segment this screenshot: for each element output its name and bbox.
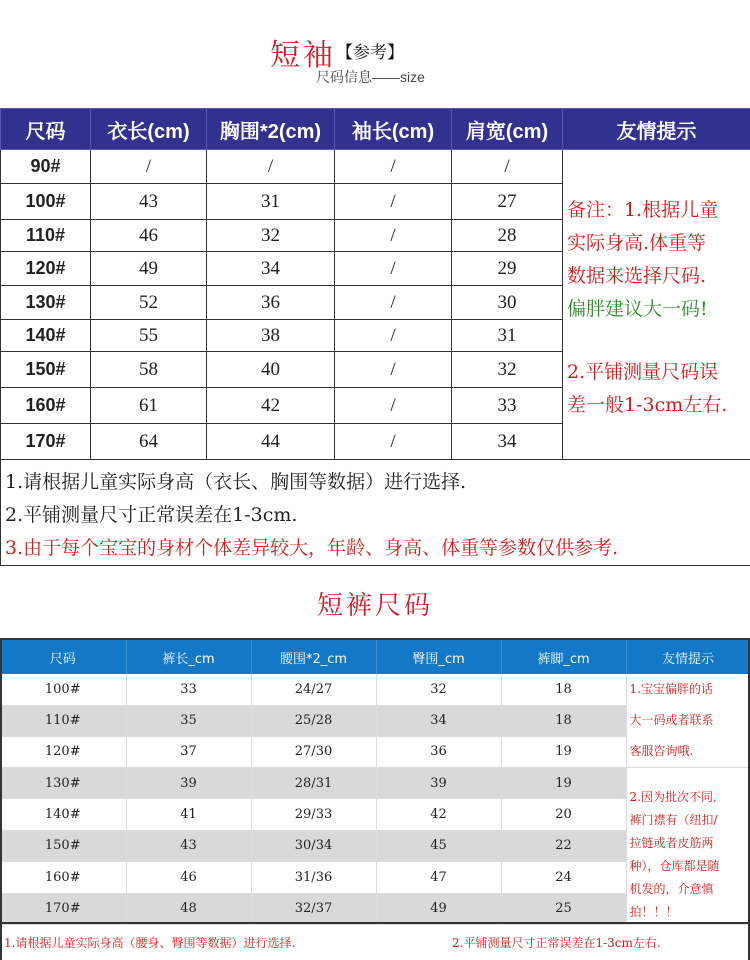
footer-note-left: 1.请根据儿童实际身高（腰身、臀围等数据）进行选择. — [4, 936, 296, 950]
cell: / — [335, 424, 452, 460]
cell: 32 — [452, 352, 563, 388]
cell: / — [335, 220, 452, 252]
cell: / — [207, 150, 335, 184]
header-sleeve: 袖长(cm) — [335, 109, 452, 150]
cell: 48 — [126, 893, 251, 924]
cell-size: 170# — [1, 424, 91, 460]
header-row — [1, 109, 750, 150]
title-main: 短袖 — [270, 38, 336, 73]
cell: / — [335, 150, 452, 184]
cell: / — [335, 286, 452, 320]
cell-size: 100# — [1, 184, 91, 220]
cell: / — [335, 184, 452, 220]
cell: 20 — [501, 799, 626, 830]
cell-size: 130# — [0, 768, 126, 799]
table-row — [0, 674, 750, 705]
table-row — [0, 768, 750, 799]
tip-line: 拍！！！ — [629, 905, 678, 919]
header-length: 裤长_cm — [126, 640, 251, 674]
shorts-footer-notes — [0, 922, 750, 960]
cell-size: 140# — [0, 799, 126, 830]
shorts-title: 短裤尺码 — [316, 591, 433, 621]
cell: 34 — [207, 252, 335, 286]
cell-size: 120# — [0, 736, 126, 767]
cell-size: 120# — [1, 252, 91, 286]
cell: 43 — [126, 830, 251, 861]
cell: 45 — [376, 830, 501, 861]
header-size: 尺码 — [0, 640, 126, 674]
tip-line: 裤门襟有（纽扣/ — [629, 813, 718, 827]
cell: 55 — [91, 320, 207, 352]
cell: 38 — [207, 320, 335, 352]
tip-line: 2.因为批次不同, — [629, 790, 717, 804]
header-hip: 臀围_cm — [376, 640, 501, 674]
header-leg: 裤脚_cm — [501, 640, 626, 674]
short-sleeve-title — [270, 30, 404, 73]
tip-line: 备注：1.根据儿童 — [567, 199, 719, 221]
title-suffix: 【参考】 — [336, 43, 404, 62]
tip-line: 种），仓库都是随 — [629, 859, 720, 873]
cell: 19 — [501, 768, 626, 799]
tips-cell-b — [626, 768, 750, 925]
cell: 49 — [376, 893, 501, 924]
cell-size: 160# — [0, 862, 126, 893]
cell-size: 90# — [1, 150, 91, 184]
notes-cell — [1, 460, 750, 566]
cell: 37 — [126, 736, 251, 767]
cell: 41 — [126, 799, 251, 830]
cell: 28 — [452, 220, 563, 252]
header-size: 尺码 — [1, 109, 91, 150]
cell: 31 — [207, 184, 335, 220]
cell: 25/28 — [251, 705, 376, 736]
header-chest: 胸围*2(cm) — [207, 109, 335, 150]
cell: 35 — [126, 705, 251, 736]
cell: 30 — [452, 286, 563, 320]
tip-gap — [567, 326, 748, 356]
footer-note-right: 2.平铺测量尺寸正常误差在1-3cm左右. — [452, 936, 661, 950]
tip-line: 数据来选择尺码. — [567, 265, 707, 287]
cell: 64 — [91, 424, 207, 460]
cell: 42 — [376, 799, 501, 830]
tip-line: 偏胖建议大一码! — [567, 298, 708, 320]
cell: 31 — [452, 320, 563, 352]
cell: 36 — [207, 286, 335, 320]
cell: 25 — [501, 893, 626, 924]
cell: 18 — [501, 705, 626, 736]
tips-cell — [563, 150, 750, 460]
header-row — [0, 640, 750, 674]
cell-size: 150# — [1, 352, 91, 388]
size-subtitle: 尺码信息——size — [316, 69, 425, 85]
tip-line: 机发的，介意慎 — [629, 882, 714, 896]
cell-size: 160# — [1, 388, 91, 424]
cell-size: 150# — [0, 830, 126, 861]
cell: 44 — [207, 424, 335, 460]
cell: / — [452, 150, 563, 184]
cell: 47 — [376, 862, 501, 893]
cell: 46 — [91, 220, 207, 252]
tip-line: 实际身高.体重等 — [567, 232, 707, 254]
cell-size: 170# — [0, 893, 126, 924]
tip-line: 大一码或者联系 — [629, 713, 714, 727]
cell: 29/33 — [251, 799, 376, 830]
cell: 39 — [126, 768, 251, 799]
cell: 52 — [91, 286, 207, 320]
shorts-size-table — [0, 640, 750, 925]
cell: 29 — [452, 252, 563, 286]
cell: 24 — [501, 862, 626, 893]
cell: 27 — [452, 184, 563, 220]
cell: 33 — [126, 674, 251, 705]
cell-size: 140# — [1, 320, 91, 352]
cell-size: 130# — [1, 286, 91, 320]
tip-line: 拉链或者皮筋两 — [629, 836, 714, 850]
cell-size: 110# — [1, 220, 91, 252]
cell-size: 100# — [0, 674, 126, 705]
cell: 32 — [376, 674, 501, 705]
cell: 46 — [126, 862, 251, 893]
cell: 39 — [376, 768, 501, 799]
tip-line: 客服咨询哦. — [629, 744, 694, 758]
cell: 42 — [207, 388, 335, 424]
cell: 24/27 — [251, 674, 376, 705]
note-line: 1.请根据儿童实际身高（衣长、胸围等数据）进行选择. — [5, 471, 467, 493]
notes-row — [1, 460, 750, 566]
cell: 43 — [91, 184, 207, 220]
cell: 22 — [501, 830, 626, 861]
header-shoulder: 肩宽(cm) — [452, 109, 563, 150]
note-line: 3.由于每个宝宝的身材个体差异较大，年龄、身高、体重等参数仅供参考. — [5, 537, 619, 559]
header-tips: 友情提示 — [626, 640, 750, 674]
cell: 31/36 — [251, 862, 376, 893]
tips-cell-a — [626, 674, 750, 768]
cell: 49 — [91, 252, 207, 286]
short-sleeve-size-table — [0, 108, 750, 566]
cell-size: 110# — [0, 705, 126, 736]
cell: 58 — [91, 352, 207, 388]
cell: 34 — [376, 705, 501, 736]
cell: 40 — [207, 352, 335, 388]
table-row — [1, 150, 750, 184]
cell: / — [91, 150, 207, 184]
tip-line: 1.宝宝偏胖的话 — [629, 682, 713, 696]
cell: / — [335, 352, 452, 388]
cell: 32/37 — [251, 893, 376, 924]
tip-line: 差一般1-3cm左右. — [567, 394, 728, 416]
cell: 34 — [452, 424, 563, 460]
cell: 33 — [452, 388, 563, 424]
cell: 19 — [501, 736, 626, 767]
cell: 30/34 — [251, 830, 376, 861]
header-waist: 腰围*2_cm — [251, 640, 376, 674]
header-tips: 友情提示 — [563, 109, 750, 150]
note-line: 2.平铺测量尺寸正常误差在1-3cm. — [5, 504, 298, 526]
cell: / — [335, 320, 452, 352]
cell: / — [335, 252, 452, 286]
tip-line: 2.平铺测量尺码误 — [567, 361, 719, 383]
cell: 27/30 — [251, 736, 376, 767]
cell: 18 — [501, 674, 626, 705]
header-length: 衣长(cm) — [91, 109, 207, 150]
cell: 36 — [376, 736, 501, 767]
cell: 32 — [207, 220, 335, 252]
cell: / — [335, 388, 452, 424]
cell: 61 — [91, 388, 207, 424]
cell: 28/31 — [251, 768, 376, 799]
